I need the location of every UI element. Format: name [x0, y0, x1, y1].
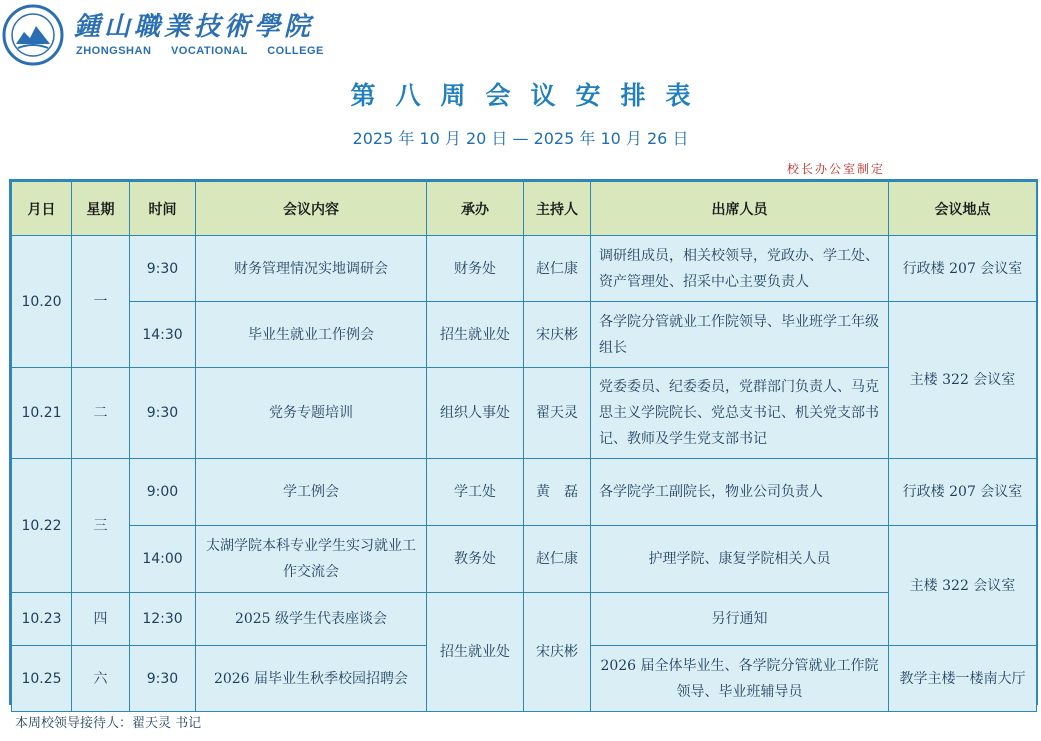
content-cell: 毕业生就业工作例会 — [196, 302, 427, 368]
location-cell: 行政楼 207 会议室 — [889, 236, 1037, 302]
attendees-cell: 另行通知 — [591, 593, 889, 646]
school-emblem-icon — [2, 4, 64, 66]
host-cell: 翟天灵 — [524, 368, 591, 459]
organizer-cell: 学工处 — [427, 459, 524, 526]
table-row — [12, 236, 1037, 302]
date-cell: 10.21 — [12, 368, 72, 459]
time-cell: 12:30 — [130, 593, 196, 646]
date-cell: 10.22 — [12, 459, 72, 593]
time-cell: 14:30 — [130, 302, 196, 368]
date-cell: 10.20 — [12, 236, 72, 368]
school-name-en: ZHONGSHAN VOCATIONAL COLLEGE — [76, 45, 324, 57]
attendees-cell: 调研组成员，相关校领导，党政办、学工处、资产管理处、招采中心主要负责人 — [591, 236, 889, 302]
maker-note: 校长办公室制定 — [786, 162, 885, 176]
content-cell: 2026 届毕业生秋季校园招聘会 — [196, 646, 427, 712]
col-header-organizer: 承办 — [427, 182, 524, 236]
content-cell: 财务管理情况实地调研会 — [196, 236, 427, 302]
location-cell: 教学主楼一楼南大厅 — [889, 646, 1037, 712]
organizer-cell: 招生就业处 — [427, 593, 524, 712]
weekday-cell: 三 — [72, 459, 130, 593]
organizer-cell: 财务处 — [427, 236, 524, 302]
attendees-cell: 党委委员、纪委委员，党群部门负责人、马克思主义学院院长、党总支书记、机关党支部书记、教师及学生党支部书记 — [591, 368, 889, 459]
table-header-row — [12, 182, 1037, 236]
attendees-cell: 各学院学工副院长，物业公司负责人 — [591, 459, 889, 526]
table-row — [12, 526, 1037, 593]
time-cell: 9:30 — [130, 646, 196, 712]
weekday-cell: 二 — [72, 368, 130, 459]
organizer-cell: 招生就业处 — [427, 302, 524, 368]
col-header-attendees: 出席人员 — [591, 182, 889, 236]
time-cell: 9:00 — [130, 459, 196, 526]
col-header-host: 主持人 — [524, 182, 591, 236]
time-cell: 9:30 — [130, 236, 196, 302]
content-cell: 学工例会 — [196, 459, 427, 526]
weekday-cell: 四 — [72, 593, 130, 646]
date-range: 2025 年 10 月 20 日 — 2025 年 10 月 26 日 — [352, 129, 689, 148]
host-cell: 赵仁康 — [524, 236, 591, 302]
col-header-content: 会议内容 — [196, 182, 427, 236]
table-row — [12, 593, 1037, 646]
content-cell: 2025 级学生代表座谈会 — [196, 593, 427, 646]
time-cell: 9:30 — [130, 368, 196, 459]
date-cell: 10.25 — [12, 646, 72, 712]
content-cell: 党务专题培训 — [196, 368, 427, 459]
attendees-cell: 护理学院、康复学院相关人员 — [591, 526, 889, 593]
location-cell: 行政楼 207 会议室 — [889, 459, 1037, 526]
content-cell: 太湖学院本科专业学生实习就业工作交流会 — [196, 526, 427, 593]
weekday-cell: 六 — [72, 646, 130, 712]
table-row — [12, 368, 1037, 459]
table-row — [12, 459, 1037, 526]
attendees-cell: 各学院分管就业工作院领导、毕业班学工年级组长 — [591, 302, 889, 368]
page-title: 第八周会议安排表 — [350, 81, 711, 110]
col-header-date: 月日 — [12, 182, 72, 236]
date-cell: 10.23 — [12, 593, 72, 646]
host-cell: 宋庆彬 — [524, 302, 591, 368]
organizer-cell: 组织人事处 — [427, 368, 524, 459]
school-logo — [2, 2, 324, 64]
col-header-time: 时间 — [130, 182, 196, 236]
col-header-location: 会议地点 — [889, 182, 1037, 236]
col-header-weekday: 星期 — [72, 182, 130, 236]
schedule-table — [9, 179, 1038, 705]
attendees-cell: 2026 届全体毕业生、各学院分管就业工作院领导、毕业班辅导员 — [591, 646, 889, 712]
school-name-cn: 鍾山職業技術學院 — [74, 12, 315, 42]
host-cell: 黄 磊 — [524, 459, 591, 526]
reception-note: 本周校领导接待人：翟天灵 书记 — [15, 716, 202, 731]
location-cell: 主楼 322 会议室 — [889, 302, 1037, 459]
host-cell: 宋庆彬 — [524, 593, 591, 712]
weekday-cell: 一 — [72, 236, 130, 368]
host-cell: 赵仁康 — [524, 526, 591, 593]
location-cell: 主楼 322 会议室 — [889, 526, 1037, 646]
table-row — [12, 302, 1037, 368]
organizer-cell: 教务处 — [427, 526, 524, 593]
time-cell: 14:00 — [130, 526, 196, 593]
